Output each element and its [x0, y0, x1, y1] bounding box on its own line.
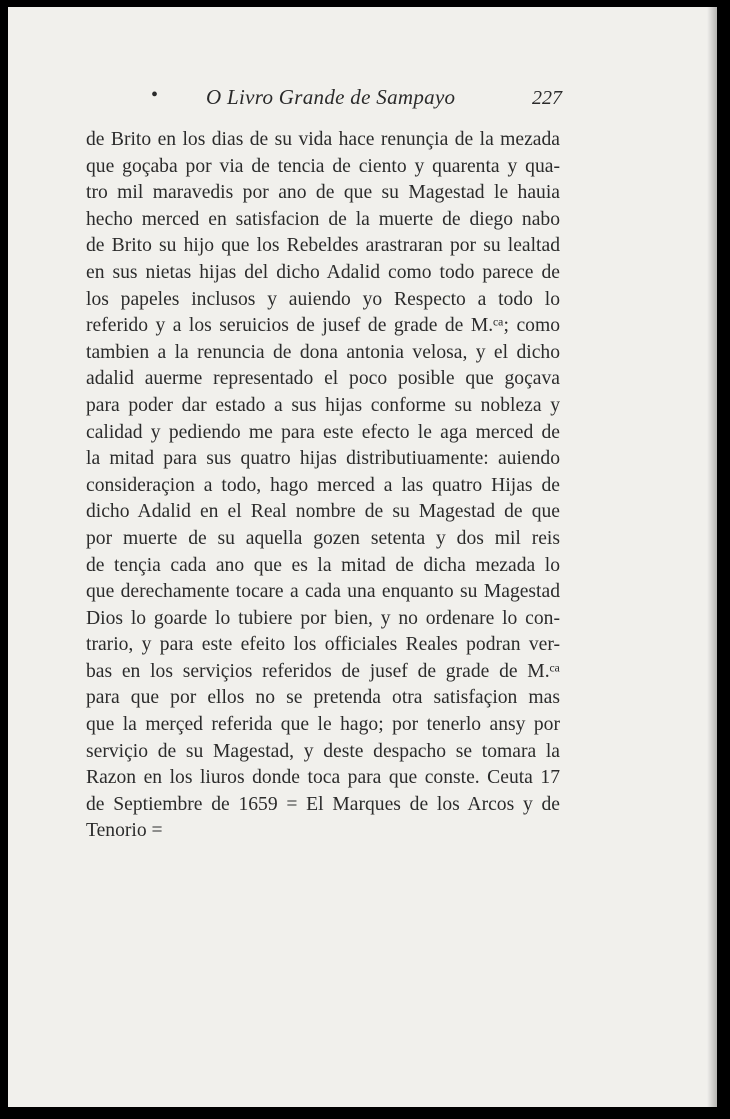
running-title: O Livro Grande de Sampayo — [206, 85, 456, 109]
text-line: bas en los serviçios referidos de jusef de grade de M.ᶜᵃ — [86, 660, 560, 682]
text-line: de Brito su hijo que los Rebeldes arastraran por su lealtad — [86, 235, 560, 257]
text-line: los papeles inclusos y auiendo yo Respecto a todo lo — [86, 288, 560, 310]
text-body — [86, 127, 560, 845]
text-line: tro mil maravedis por ano de que su Magestad le hauia — [86, 182, 560, 204]
text-line: Tenorio = — [86, 820, 163, 842]
text-line: Razon en los liuros donde toca para que conste. Ceuta 17 — [86, 767, 560, 789]
text-line: calidad y pediendo me para este efecto le aga merced de — [86, 421, 560, 443]
text-line: que goçaba por via de tencia de ciento y quarenta y qua- — [86, 155, 560, 177]
text-line: referido y a los seruicios de jusef de grade de M.ᶜᵃ; como — [86, 315, 560, 337]
text-line: dicho Adalid en el Real nombre de su Magestad de que — [86, 501, 560, 523]
book-page — [8, 7, 717, 1107]
text-line: que derechamente tocare a cada una enquanto su Magestad — [86, 581, 560, 603]
text-line: que la merçed referida que le hago; por tenerlo ansy por — [86, 714, 560, 736]
page-number: 227 — [532, 87, 562, 109]
text-line: de Brito en los dias de su vida hace renunçia de la mezada — [86, 129, 560, 150]
text-line: la mitad para sus quatro hijas distributiuamente: auiendo — [86, 448, 560, 470]
text-line: consideraçion a todo, hago merced a las quatro Hijas de — [86, 474, 560, 496]
text-line: para que por ellos no se pretenda otra satisfaçion mas — [86, 687, 560, 709]
text-line: adalid auerme representado el poco posible que goçava — [86, 368, 560, 390]
text-line: de Septiembre de 1659 = El Marques de los Arcos y de — [86, 793, 560, 815]
header-mark: • — [151, 84, 159, 106]
page-header — [8, 79, 717, 109]
text-line: tambien a la renuncia de dona antonia velosa, y el dicho — [86, 341, 560, 363]
text-line: por muerte de su aquella gozen setenta y dos mil reis — [86, 527, 560, 549]
text-line: trario, y para este efeito los officiales Reales podran ver- — [86, 634, 560, 656]
text-line: de tençia cada ano que es la mitad de dicha mezada lo — [86, 554, 560, 576]
text-line: serviçio de su Magestad, y deste despacho se tomara la — [86, 740, 560, 762]
text-line: en sus nietas hijas del dicho Adalid como todo parece de — [86, 261, 560, 283]
text-line: para poder dar estado a sus hijas conforme su nobleza y — [86, 394, 560, 416]
text-line: hecho merced en satisfacion de la muerte de diego nabo — [86, 208, 560, 230]
text-line: Dios lo goarde lo tubiere por bien, y no ordenare lo con- — [86, 607, 560, 629]
